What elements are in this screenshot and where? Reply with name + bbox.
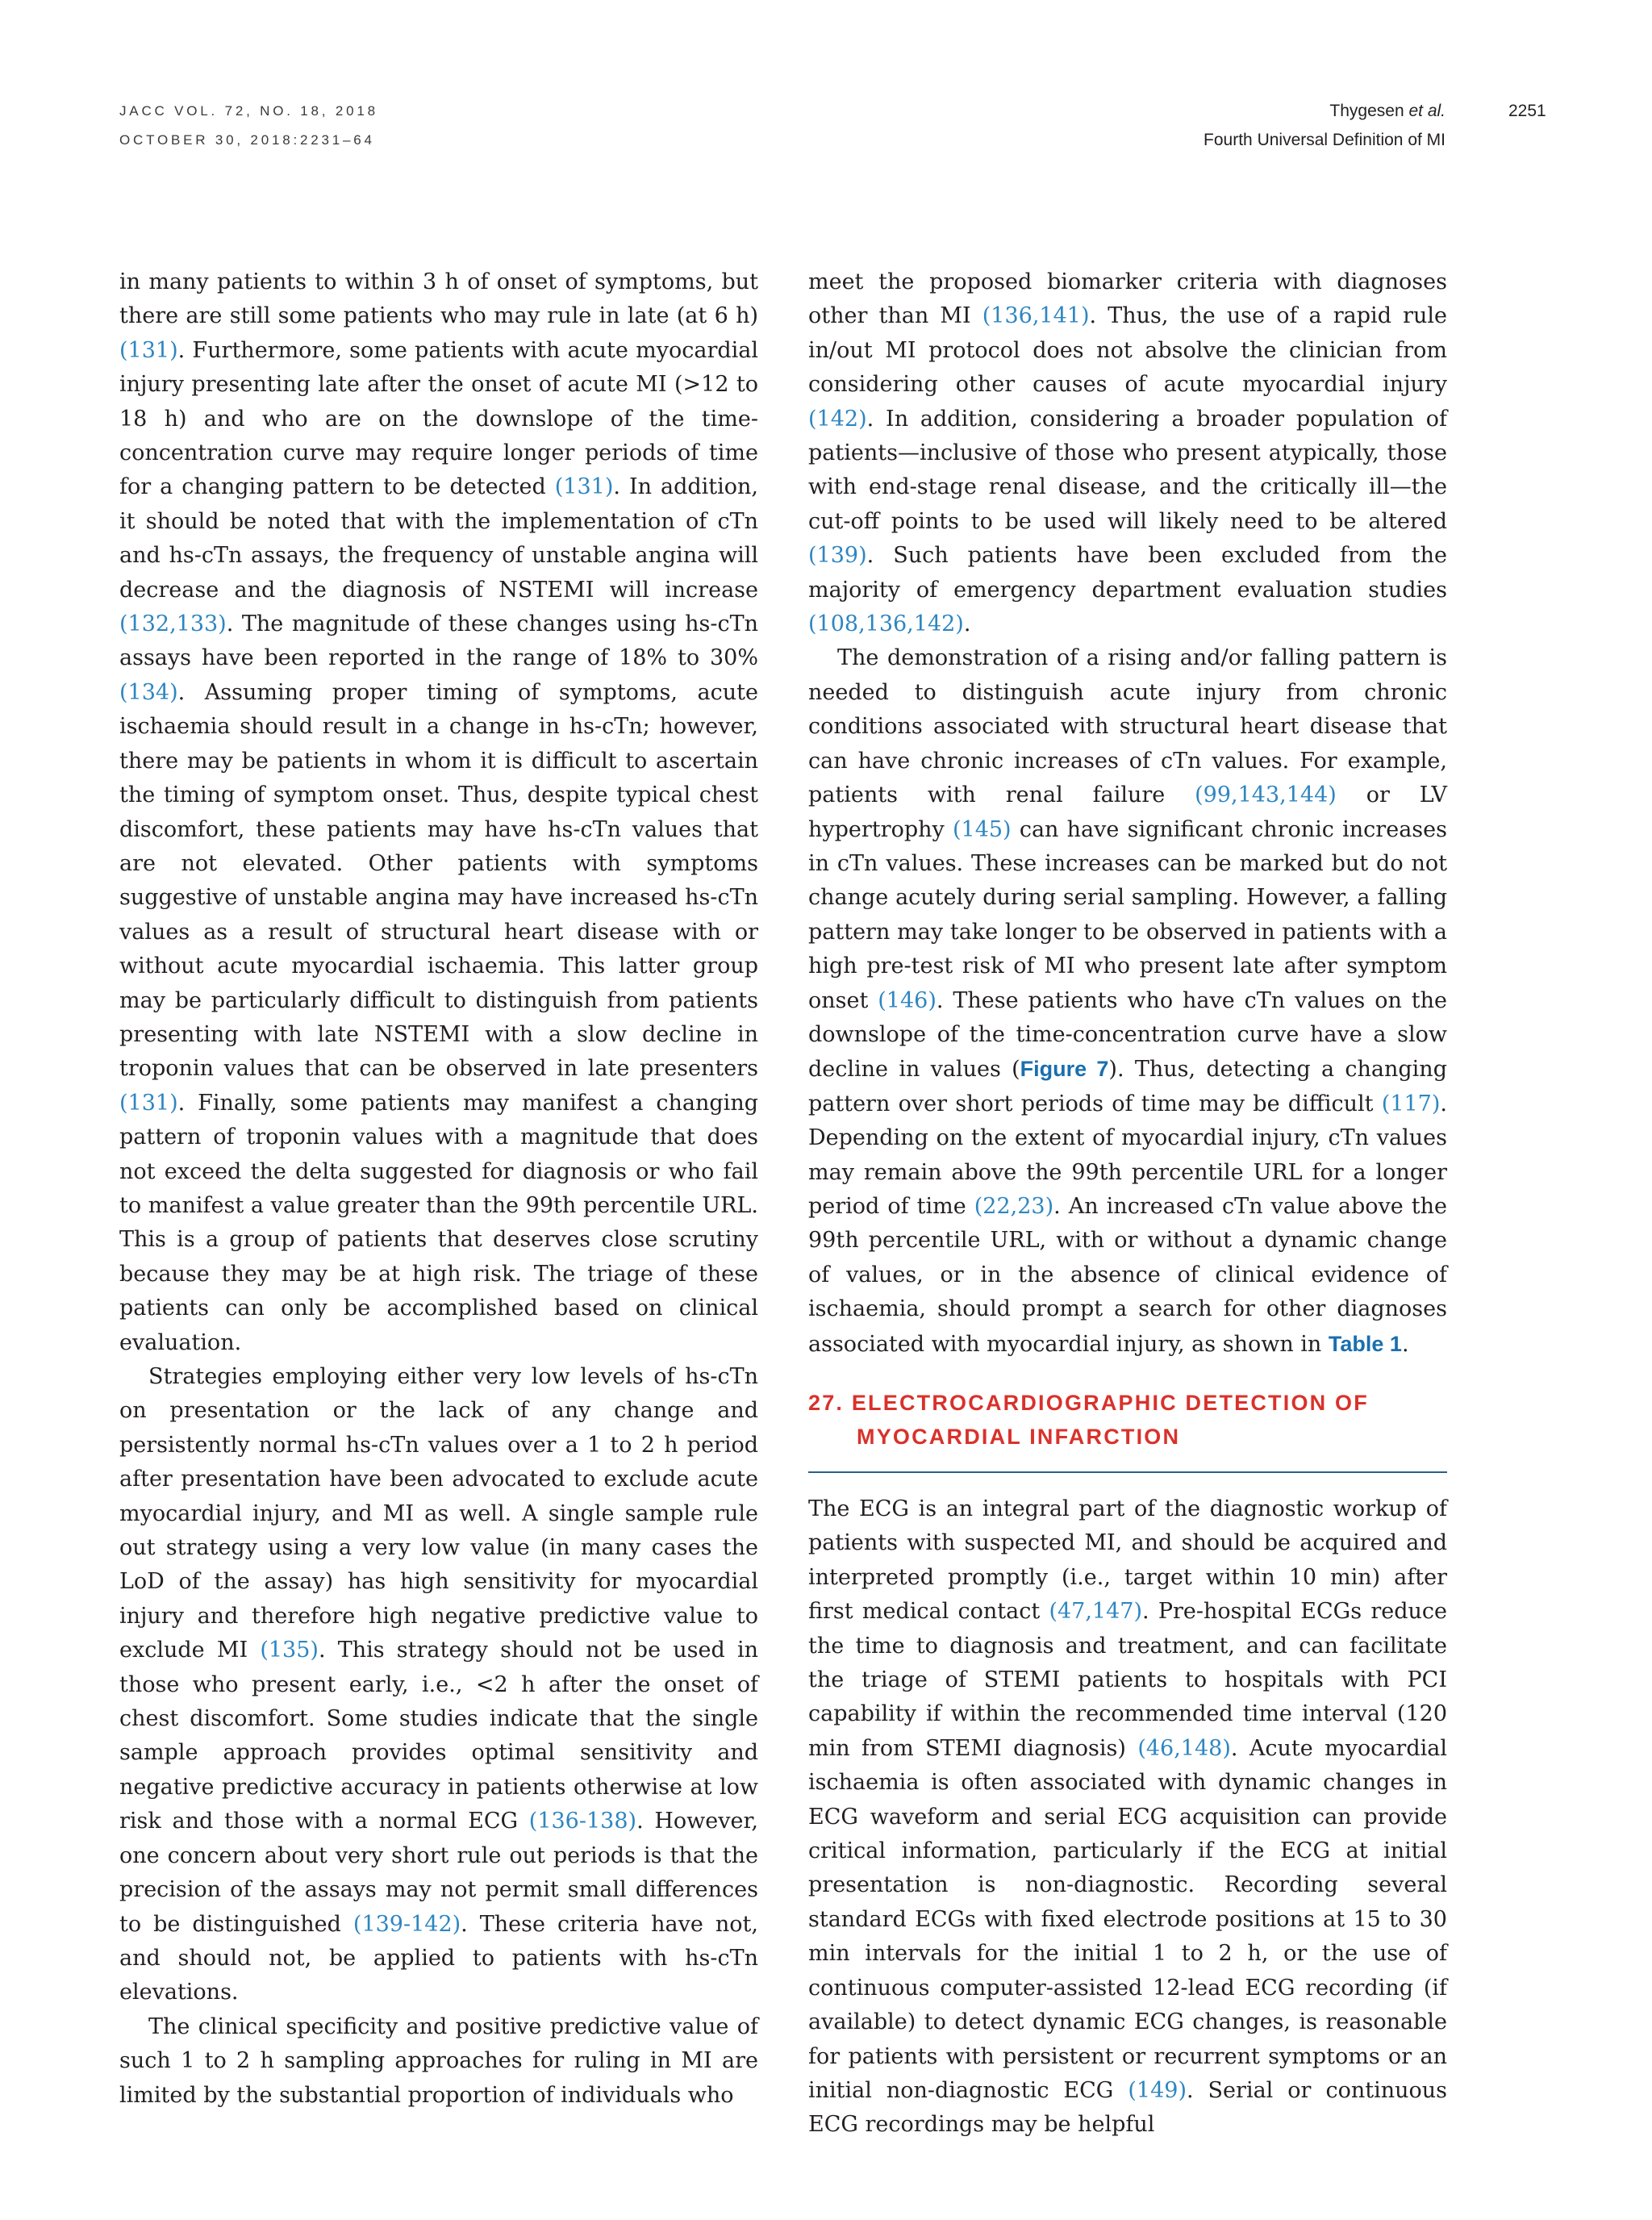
- text-run: or LV hypertrophy: [808, 782, 1447, 842]
- et-al: et al.: [1408, 102, 1446, 120]
- citation-link[interactable]: (131): [119, 337, 178, 363]
- text-run: . Depending on the extent of myocardial injury, cTn values may remain above the 99th percentile URL for a longer period of time: [808, 1091, 1447, 1219]
- running-header-left: [119, 97, 378, 155]
- citation-link[interactable]: (149): [1128, 2077, 1187, 2103]
- citation-link[interactable]: (136-138): [528, 1809, 637, 1834]
- citation-link[interactable]: (132,133): [119, 611, 227, 637]
- text-run: The demonstration of a rising and/or falling pattern is needed to distinguish acute injury from chronic conditions associated with structural heart disease that can have chronic increases of cTn values. For example, patients with renal failure: [808, 645, 1447, 808]
- section-title-part: ELECTROCARDIOGRAPHIC DETECTION OF: [851, 1391, 1369, 1415]
- journal-volume: JACC VOL. 72, NO. 18, 2018: [119, 103, 378, 119]
- page-number: 2251: [1508, 102, 1546, 120]
- citation-link[interactable]: (131): [119, 1090, 178, 1116]
- text-run: in many patients to within 3 h of onset of symptoms, but there are still some patients who may rule in late (at 6 h): [119, 269, 758, 329]
- citation-link[interactable]: (139-142): [353, 1911, 461, 1937]
- text-run: Strategies employing either very low levels of hs-cTn on presentation or the lack of any change and persistently normal hs-cTn values over a 1 to 2 h period after presentation have been advocated to exclude acute myocardial injury, and MI as well. A single sample rule out strategy using a very low value (in many cases the LoD of the assay) has high sensitivity for myocardial injury and therefore high negative predictive value to exclude MI: [119, 1364, 758, 1663]
- citation-link[interactable]: (108,136,142): [808, 611, 964, 637]
- text-run: . These criteria have not, and should not, be applied to patients with hs-cTn elevations.: [119, 1911, 758, 2005]
- text-run: . Thus, the use of a rapid rule in/out MI protocol does not absolve the clinician from considering other causes of acute myocardial injury: [808, 303, 1447, 398]
- text-run: ). Thus, detecting a changing pattern over short periods of time may be difficult: [808, 1057, 1447, 1116]
- text-run: . Acute myocardial ischaemia is often associated with dynamic changes in ECG waveform and serial ECG acquisition can provide critical information, particularly if the ECG at initial presentation is non-diagnostic. Recording several standard ECGs with fixed electrode positions at 15 to 30 min intervals for the initial 1 to 2 h, or the use of continuous computer-assisted 12-lead ECG recording (if available) to detect dynamic ECG changes, is reasonable for patients with persistent or recurrent symptoms or an initial non-diagnostic ECG: [808, 1735, 1447, 2103]
- paragraph: [808, 265, 1447, 641]
- figure-link[interactable]: Figure 7: [1020, 1057, 1109, 1082]
- section-heading: [808, 1386, 1447, 1473]
- authors: [1204, 97, 1446, 126]
- text-run: . This strategy should not be used in those who present early, i.e., <2 h after the onset of chest discomfort. Some studies indicate that the single sample approach provides optimal sensitivity and negative predictive accuracy in patients otherwise at low risk and those with a normal ECG: [119, 1638, 758, 1834]
- text-run: . Finally, some patients may manifest a changing pattern of troponin values with a magnitude that does not exceed the delta suggested for diagnosis or who fail to manifest a value greater than the 99th percentile URL. This is a group of patients that deserves close scrutiny because they may be at high risk. The triage of these patients can only be accomplished based on clinical evaluation.: [119, 1090, 758, 1355]
- text-run: The clinical specificity and positive predictive value of such 1 to 2 h sampling approaches for ruling in MI are limited by the substantial proportion of individuals who: [119, 2013, 758, 2108]
- citation-link[interactable]: (99,143,144): [1195, 782, 1337, 808]
- citation-link[interactable]: (136,141): [982, 303, 1090, 329]
- citation-link[interactable]: (46,148): [1137, 1735, 1231, 1761]
- right-column: [808, 265, 1447, 2143]
- section-title-line: MYOCARDIAL INFARCTION: [857, 1425, 1181, 1449]
- text-run: . An increased cTn value above the 99th percentile URL, with or without a dynamic change of values, or in the absence of clinical evidence of ischaemia, should prompt a search for other diagnoses associated with myocardial injury, as shown in: [808, 1193, 1448, 1357]
- text-run: . In addition, considering a broader population of patients—inclusive of those who present atypically, those with end-stage renal disease, and the critically ill—the cut-off points to be used will likely need to be altered: [808, 406, 1447, 534]
- left-column: [119, 265, 758, 2113]
- text-run: . Such patients have been excluded from the majority of emergency department evaluation studies: [808, 543, 1447, 603]
- paragraph: [119, 265, 758, 1360]
- citation-link[interactable]: (135): [260, 1638, 319, 1663]
- text-run: .: [963, 611, 971, 637]
- text-run: . Pre-hospital ECGs reduce the time to diagnosis and treatment, and can facilitate the triage of STEMI patients to hospitals with PCI capability if within the recommended time interval (120 min from STEMI diagnosis): [808, 1599, 1447, 1761]
- table-link[interactable]: Table 1: [1328, 1331, 1402, 1356]
- text-run: .: [1401, 1331, 1409, 1357]
- citation-link[interactable]: (134): [119, 679, 178, 705]
- citation-link[interactable]: (145): [952, 816, 1012, 842]
- citation-link[interactable]: (22,23): [974, 1193, 1054, 1219]
- text-run: . These patients who have cTn values on the downslope of the time-concentration curve have a slow decline in values (: [808, 987, 1447, 1083]
- running-header-right: [1204, 97, 1446, 155]
- citation-link[interactable]: (117): [1381, 1091, 1441, 1116]
- citation-link[interactable]: (142): [808, 406, 867, 432]
- text-run: . The magnitude of these changes using hs-cTn assays have been reported in the range of 18% to 30%: [119, 611, 758, 671]
- text-run: . In addition, it should be noted that with the implementation of cTn and hs-cTn assays, the frequency of unstable angina will decrease and the diagnosis of NSTEMI will increase: [119, 474, 758, 603]
- text-run: . Serial or continuous ECG recordings may be helpful: [808, 2077, 1447, 2138]
- text-run: The ECG is an integral part of the diagnostic workup of patients with suspected MI, and should be acquired and interpreted promptly (i.e., target within 10 min) after first medical contact: [808, 1496, 1447, 1625]
- text-run: . Assuming proper timing of symptoms, acute ischaemia should result in a change in hs-cTn; however, there may be patients in whom it is difficult to ascertain the timing of symptom onset. Thus, despite typical chest discomfort, these patients may have hs-cTn values that are not elevated. Other patients with symptoms suggestive of unstable angina may have increased hs-cTn values as a result of structural heart disease with or without acute myocardial ischaemia. This latter group may be particularly difficult to distinguish from patients presenting with late NSTEMI with a slow decline in troponin values that can be observed in late presenters: [119, 679, 758, 1082]
- text-run: can have significant chronic increases in cTn values. These increases can be marked but do not change acutely during serial sampling. However, a falling pattern may take longer to be observed in patients with a high pre-test risk of MI who present late after symptom onset: [808, 816, 1447, 1013]
- text-run: . Furthermore, some patients with acute myocardial injury presenting late after the onset of acute MI (>12 to 18 h) and who are on the downslope of the time-concentration curve may require longer periods of time for a changing pattern to be detected: [119, 337, 758, 500]
- citation-link[interactable]: (146): [878, 987, 937, 1013]
- citation-link[interactable]: (47,147): [1049, 1599, 1142, 1625]
- citation-link[interactable]: (131): [554, 474, 614, 500]
- section-number: 27.: [808, 1391, 845, 1415]
- paragraph: [808, 1492, 1447, 2143]
- text-run: . However, one concern about very short rule out periods is that the precision of the assays may not permit small differences to be distinguished: [119, 1809, 759, 1937]
- section-title-line: [808, 1386, 1447, 1420]
- short-title: Fourth Universal Definition of MI: [1204, 131, 1446, 149]
- paragraph: [119, 2010, 758, 2113]
- text-run: meet the proposed biomarker criteria with diagnoses other than MI: [808, 269, 1447, 329]
- issue-date: OCTOBER 30, 2018:2231–64: [119, 132, 375, 148]
- author-name: Thygesen: [1329, 102, 1409, 120]
- paragraph: [808, 641, 1447, 1362]
- citation-link[interactable]: (139): [808, 543, 867, 569]
- paragraph: [119, 1360, 758, 2010]
